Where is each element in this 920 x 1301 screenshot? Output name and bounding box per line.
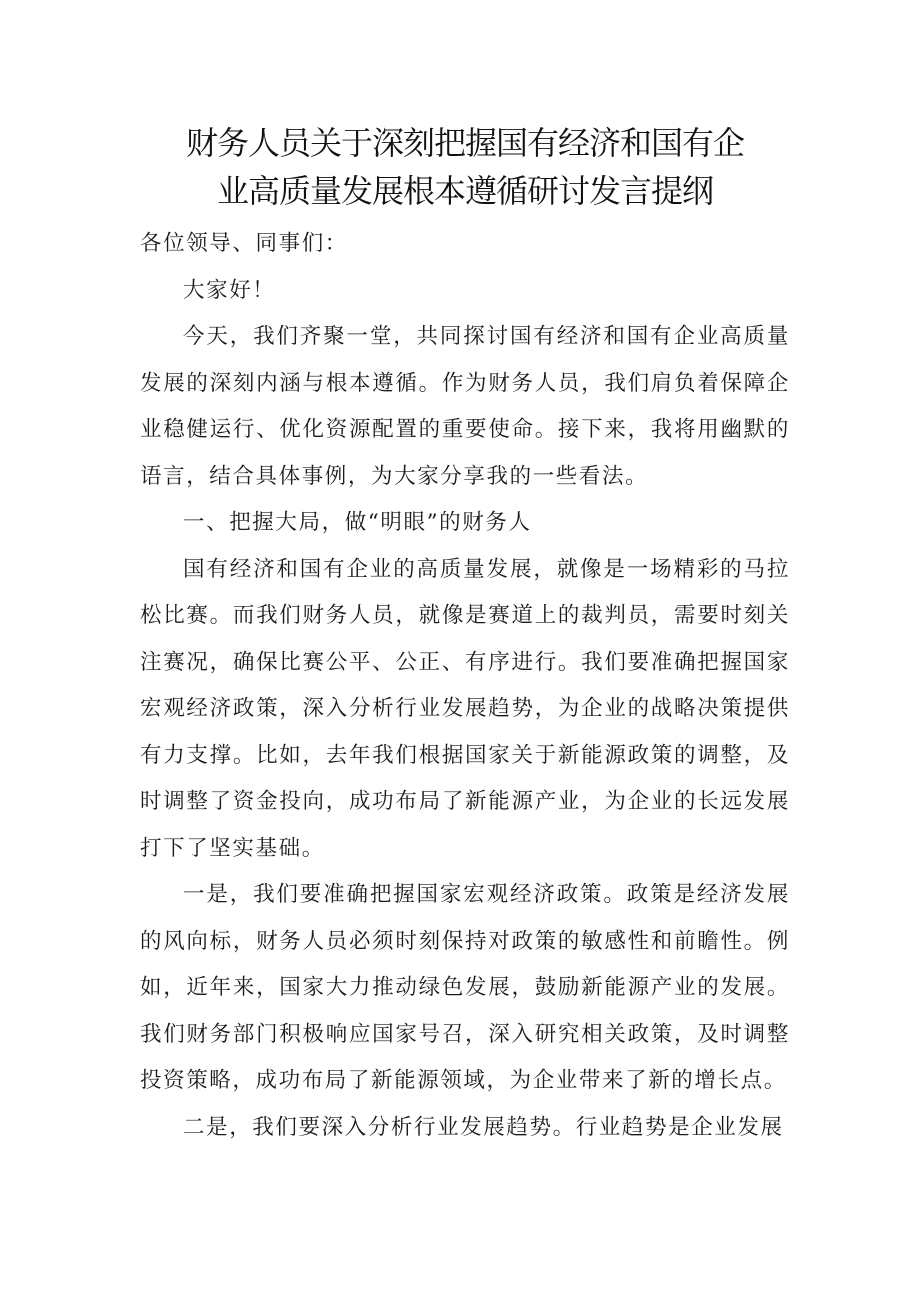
- document-body: [140, 221, 790, 1151]
- body-paragraph: 一是，我们要准确把握国家宏观经济政策。政策是经济发展的风向标，财务人员必须时刻保持对政策的敏感性和前瞻性。例如，近年来，国家大力推动绿色发展，鼓励新能源产业的发展。我们财务部门积极响应国家号召，深入研究相关政策，及时调整投资策略，成功布局了新能源领域，为企业带来了新的增长点。: [140, 882, 790, 1093]
- section-heading: 一、把握大局，做“明眼”的财务人: [183, 510, 532, 535]
- body-paragraph: 国有经济和国有企业的高质量发展，就像是一场精彩的马拉松比赛。而我们财务人员，就像是赛道上的裁判员，需要时刻关注赛况，确保比赛公平、公正、有序进行。我们要准确把握国家宏观经济政策，深入分析行业发展趋势，为企业的战略决策提供有力支撑。比如，去年我们根据国家关于新能源政策的调整，及时调整了资金投向，成功布局了新能源产业，为企业的长远发展打下了坚实基础。: [140, 556, 790, 861]
- body-paragraph: 今天，我们齐聚一堂，共同探讨国有经济和国有企业高质量发展的深刻内涵与根本遵循。作为财务人员，我们肩负着保障企业稳健运行、优化资源配置的重要使命。接下来，我将用幽默的语言，结合具体事例，为大家分享我的一些看法。: [140, 324, 790, 489]
- salutation: 各位领导、同事们：: [140, 231, 348, 256]
- document-title-line-2: 业高质量发展根本遵循研讨发言提纲: [216, 172, 713, 210]
- body-paragraph: 二是，我们要深入分析行业发展趋势。行业趋势是企业发展: [183, 1114, 784, 1140]
- document-title-line-1: 财务人员关于深刻把握国有经济和国有企: [185, 124, 744, 162]
- greeting: 大家好！: [183, 277, 276, 303]
